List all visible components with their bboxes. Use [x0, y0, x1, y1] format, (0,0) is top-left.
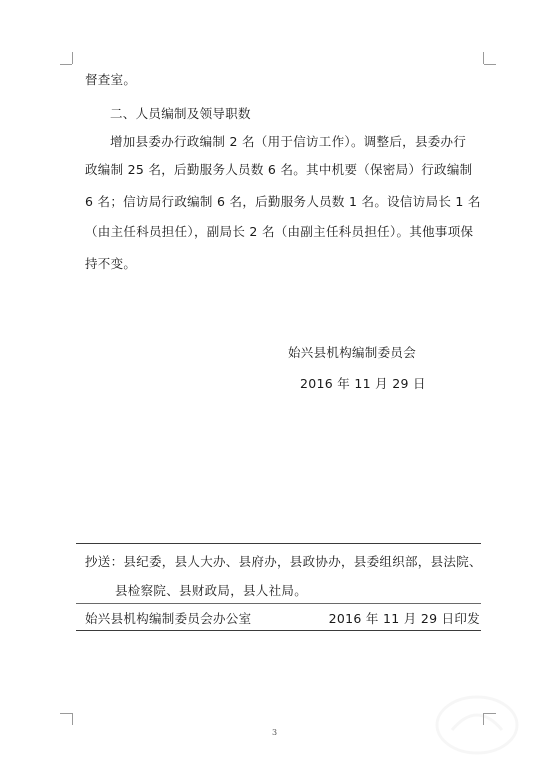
section-heading: 二、人员编制及领导职数 [110, 106, 251, 121]
issue-row [85, 609, 480, 627]
cc-line-1: 抄送：县纪委，县人大办、县府办，县政协办，县委组织部，县法院、 [85, 554, 482, 569]
paragraph-line-2: 政编制 25 名，后勤服务人员数 6 名。其中机要（保密局）行政编制 [85, 162, 473, 177]
footer-middle-rule [76, 603, 481, 604]
paragraph-line-4: （由主任科员担任），副局长 2 名（由副主任科员担任）。其他事项保 [85, 224, 474, 239]
signature-date: 2016 年 11 月 29 日 [300, 376, 426, 391]
cc-line-2: 县检察院、县财政局，县人社局。 [115, 583, 308, 598]
watermark-logo-icon [432, 690, 522, 760]
paragraph-line-3: 6 名；信访局行政编制 6 名，后勤服务人员数 1 名。设信访局长 1 名 [85, 194, 481, 209]
footer-top-rule [76, 543, 481, 544]
page-number: 3 [272, 728, 278, 737]
text-line-continuation: 督查室。 [85, 72, 137, 87]
issue-date: 2016 年 11 月 29 日印发 [328, 611, 480, 626]
issuer-name: 始兴县机构编制委员会办公室 [85, 611, 252, 626]
signature-organization: 始兴县机构编制委员会 [288, 345, 417, 360]
footer-bottom-rule [76, 630, 481, 631]
paragraph-line-5: 持不变。 [85, 256, 137, 271]
paragraph-line-1: 增加县委办行政编制 2 名（用于信访工作）。调整后，县委办行 [110, 134, 467, 149]
